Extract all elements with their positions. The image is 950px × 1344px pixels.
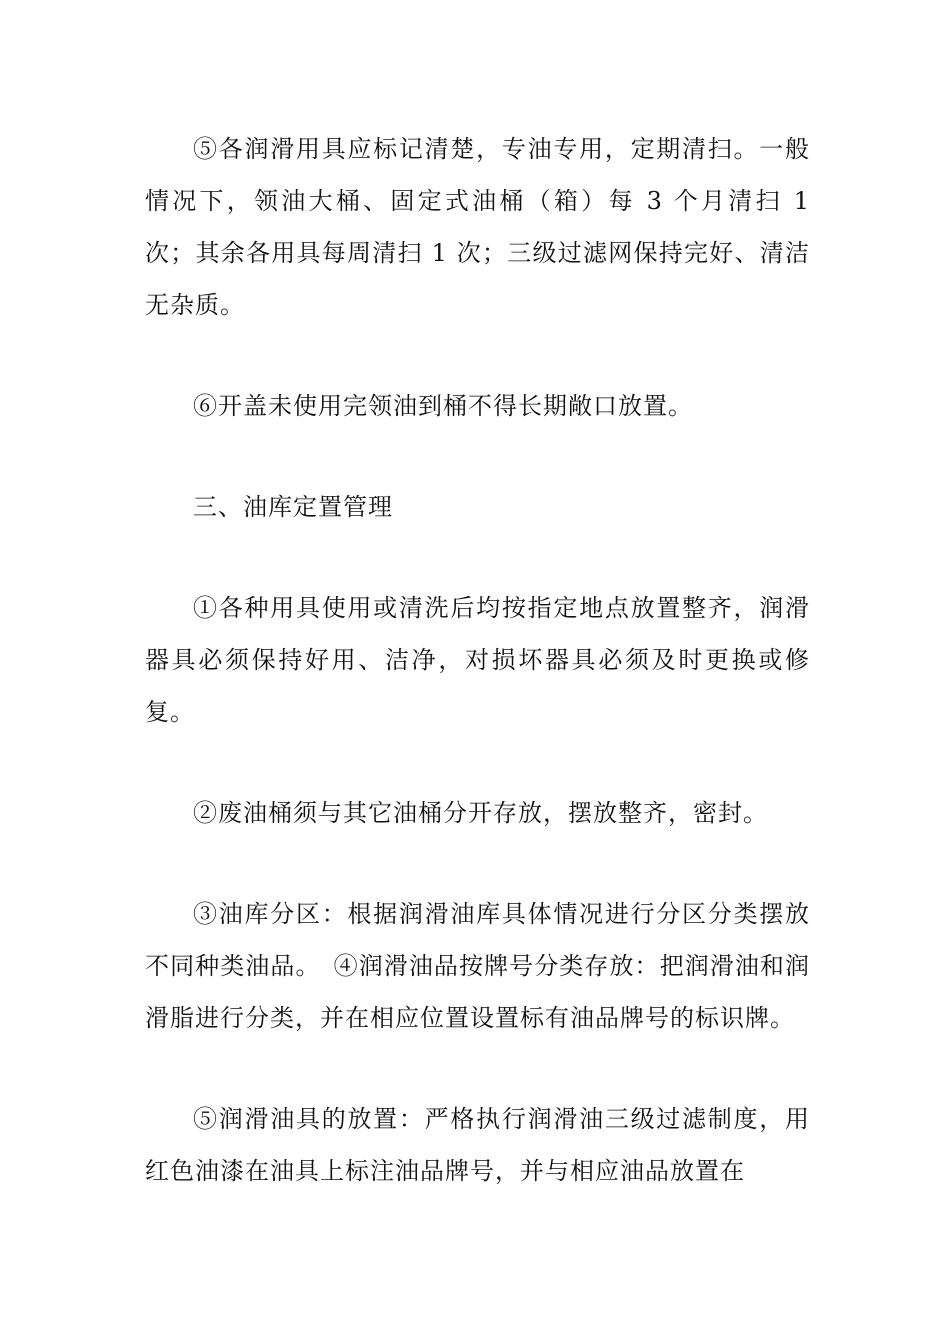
paragraph-tool-labeling: ⑤各润滑用具应标记清楚，专油专用，定期清扫。一般情况下，领油大桶、固定式油桶（箱）每 3 个月清扫 1 次；其余各用具每周清扫 1 次；三级过滤网保持完好、清洁无杂质。 [145, 135, 810, 319]
paragraph-depot-zoning: ③油库分区：根据润滑油库具体情况进行分区分类摆放不同种类油品。 ④润滑油品按牌号分类存放：把润滑油和润滑脂进行分类，并在相应位置设置标有油品牌号的标识牌。 [145, 900, 810, 1032]
paragraph-oil-tool-placement: ⑤润滑油具的放置：严格执行润滑油三级过滤制度，用红色油漆在油具上标注油品牌号，并与相应油品放置在 [145, 1105, 810, 1185]
document-page [145, 123, 810, 1197]
paragraph-open-drum-rule: ⑥开盖未使用完领油到桶不得长期敞口放置。 [193, 392, 693, 420]
paragraph-waste-oil-drums: ②废油桶须与其它油桶分开存放，摆放整齐，密封。 [193, 799, 768, 827]
paragraph-tool-placement: ①各种用具使用或清洗后均按指定地点放置整齐，润滑器具必须保持好用、洁净，对损坏器具必须及时更换或修复。 [145, 594, 810, 726]
section-heading-oil-depot: 三、油库定置管理 [193, 493, 393, 521]
